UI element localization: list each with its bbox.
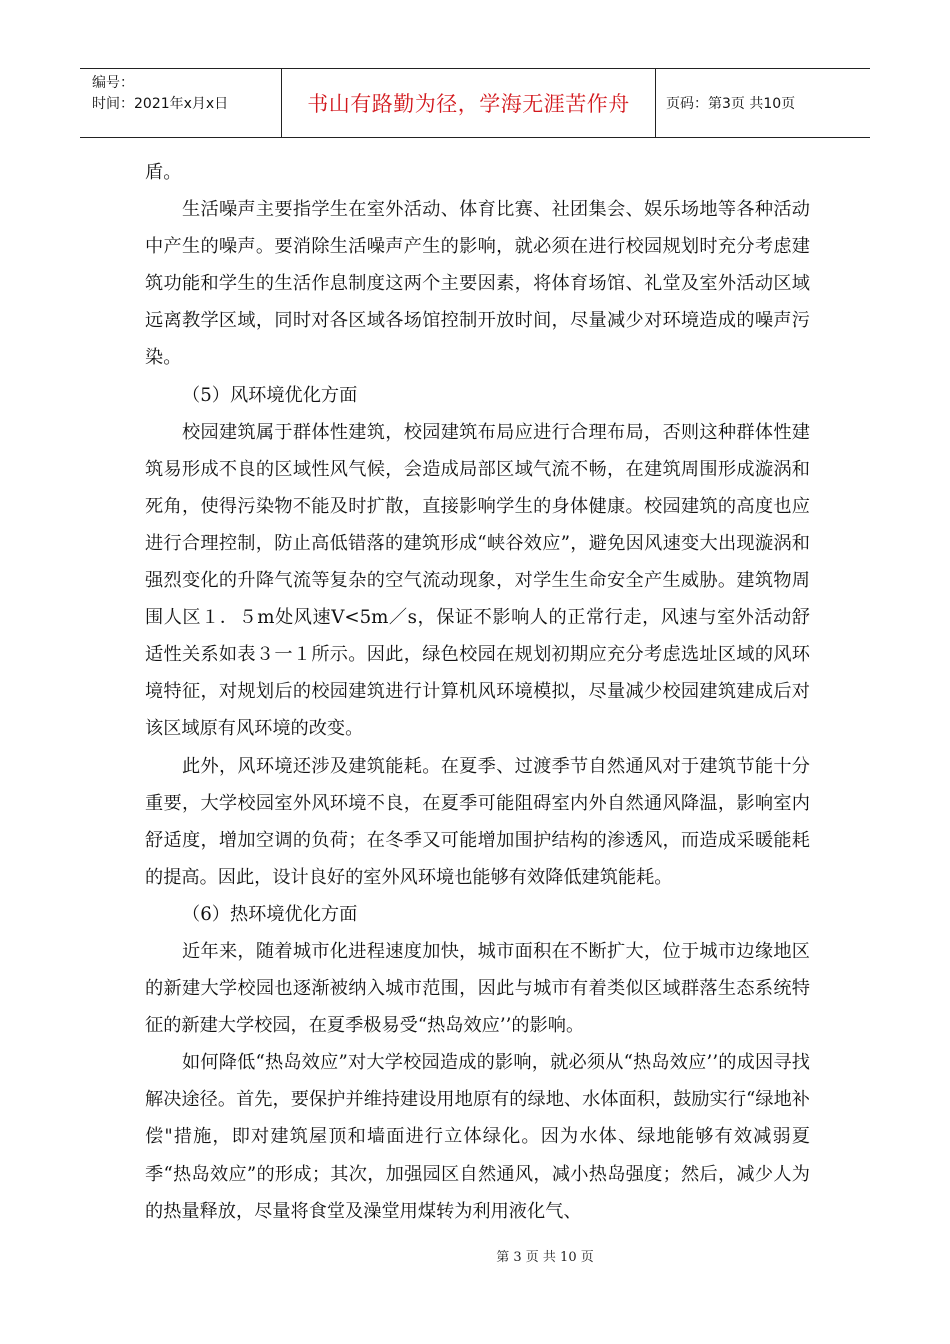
time-label: 时间：2021年x月x日 xyxy=(92,96,229,112)
number-label: 编号： xyxy=(92,75,134,91)
header-page-info: 页码：第3页 共10页 xyxy=(666,96,796,112)
document-header xyxy=(80,68,870,138)
paragraph: 校园建筑属于群体性建筑，校园建筑布局应进行合理布局，否则这种群体性建筑易形成不良的区域性风气候，会造成局部区域气流不畅，在建筑周围形成漩涡和死角，使得污染物不能及时扩散，直接影响学生的身体健康。校园建筑的高度也应进行合理控制，防止高低错落的建筑形成“峡谷效应”，避免因风速变大出现漩涡和强烈变化的升降气流等复杂的空气流动现象，对学生生命安全产生威胁。建筑物周围人区１．５m处风速V<5m／s，保证不影响人的正常行走，风速与室外活动舒适性关系如表３一１所示。因此，绿色校园在规划初期应充分考虑选址区域的风环境特征，对规划后的校园建筑进行计算机风环境模拟，尽量减少校园建筑建成后对该区域原有风环境的改变。 xyxy=(145,421,810,740)
section-heading: （6）热环境优化方面 xyxy=(182,903,358,925)
page-footer: 第 3 页 共 10 页 xyxy=(496,1250,594,1265)
header-motto: 书山有路勤为径，学海无涯苦作舟 xyxy=(282,69,656,137)
paragraph: 此外，风环境还涉及建筑能耗。在夏季、过渡季节自然通风对于建筑节能十分重要，大学校园室外风环境不良，在夏季可能阻碍室内外自然通风降温，影响室内舒适度，增加空调的负荷；在冬季又可能增加围护结构的渗透风，而造成采暖能耗的提高。因此，设计良好的室外风环境也能够有效降低建筑能耗。 xyxy=(145,755,810,888)
paragraph: 如何降低“热岛效应”对大学校园造成的影响，就必须从“热岛效应’’的成因寻找解决途径。首先，要保护并维持建设用地原有的绿地、水体面积，鼓励实行“绿地补偿"措施，即对建筑屋顶和墙面进行立体绿化。因为水体、绿地能够有效减弱夏季“热岛效应”的形成；其次，加强园区自然通风，减小热岛强度；然后，减少人为的热量释放，尽量将食堂及澡堂用煤转为利用液化气、 xyxy=(145,1052,810,1222)
document-body xyxy=(145,154,810,1230)
header-meta xyxy=(80,69,282,137)
paragraph: 生活噪声主要指学生在室外活动、体育比赛、社团集会、娱乐场地等各种活动中产生的噪声。要消除生活噪声产生的影响，就必须在进行校园规划时充分考虑建筑功能和学生的生活作息制度这两个主要因素，将体育场馆、礼堂及室外活动区域远离教学区域，同时对各区域各场馆控制开放时间，尽量减少对环境造成的噪声污染。 xyxy=(145,199,810,369)
paragraph-continuation: 盾。 xyxy=(145,162,182,183)
section-heading: （5）风环境优化方面 xyxy=(182,384,358,406)
paragraph: 近年来，随着城市化进程速度加快，城市面积在不断扩大，位于城市边缘地区的新建大学校园也逐渐被纳入城市范围，因此与城市有着类似区域群落生态系统特征的新建大学校园，在夏季极易受“热岛效应’’的影响。 xyxy=(145,940,810,1037)
